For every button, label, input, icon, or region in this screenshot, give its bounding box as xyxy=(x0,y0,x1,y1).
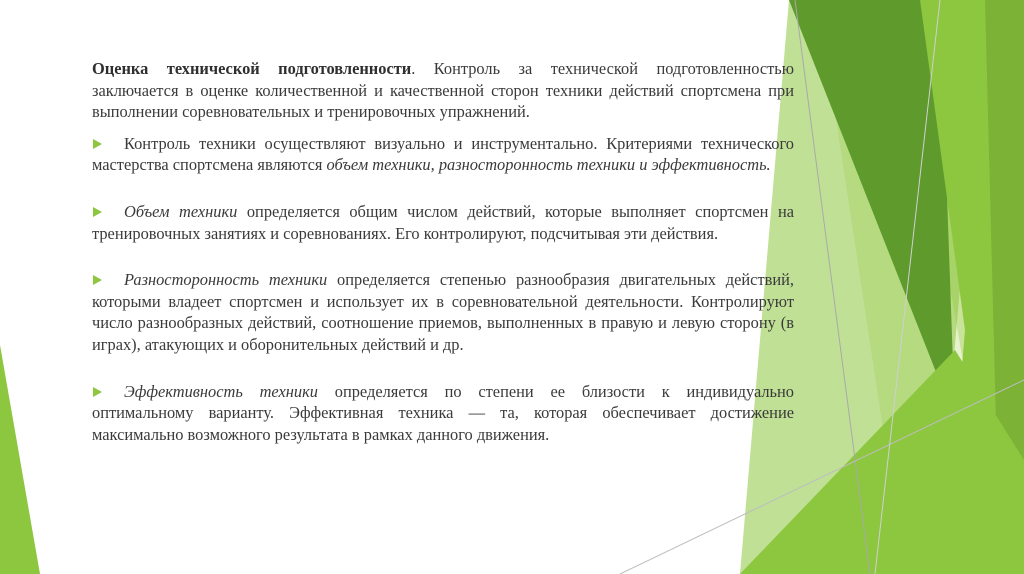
bullet-item xyxy=(92,133,794,176)
bullet-italic: объем техники, разносторонность техники и эффективность. xyxy=(326,155,771,175)
bullet-text: определяется степенью разнообразия двигательных действий, которыми владеет спортсмен и использует их в соревновательной деятельности. Контролируют число разнообразных действий, соотношение приемов, выполненных в правую и левую сторону (в играх), атакующих и оборонительных действий и др. xyxy=(92,270,794,354)
bullet-text: определяется общим числом действий, которые выполняет спортсмен на тренировочных занятиях и соревнованиях. Его контролируют, подсчитывая эти действия. xyxy=(92,201,794,243)
bullet-text: Контроль техники осуществляют визуально и инструментально. Критериями технического мастерства спортсмена являются xyxy=(92,133,794,175)
bullet-italic: Эффективность техники xyxy=(124,381,318,401)
arrow-bullet-icon xyxy=(93,275,102,285)
arrow-bullet-icon xyxy=(93,139,102,149)
intro-bold: Оценка технической подготовленности xyxy=(92,59,412,78)
bullet-italic: Объем техники xyxy=(124,201,238,221)
bullet-item xyxy=(92,269,794,355)
intro-text: . Контроль за технической подготовленностью заключается в оценке количественной и качественной сторон техники действий спортсмена при выполнении соревновательных и тренировочных упражнений. xyxy=(92,59,794,122)
bullet-text: определяется по степени ее близости к индивидуально оптимальному варианту. Эффективная техника — та, которая обеспечивает достижение максимально возможного результата в рамках данного движения. xyxy=(92,381,794,444)
intro-paragraph xyxy=(92,58,794,123)
slide-text xyxy=(92,58,794,470)
arrow-bullet-icon xyxy=(93,207,102,217)
bullet-italic: Разносторонность техники xyxy=(124,270,328,290)
left-green-wedge xyxy=(0,345,40,574)
bullet-item xyxy=(92,381,794,446)
bullet-item xyxy=(92,201,794,244)
arrow-bullet-icon xyxy=(93,387,102,397)
